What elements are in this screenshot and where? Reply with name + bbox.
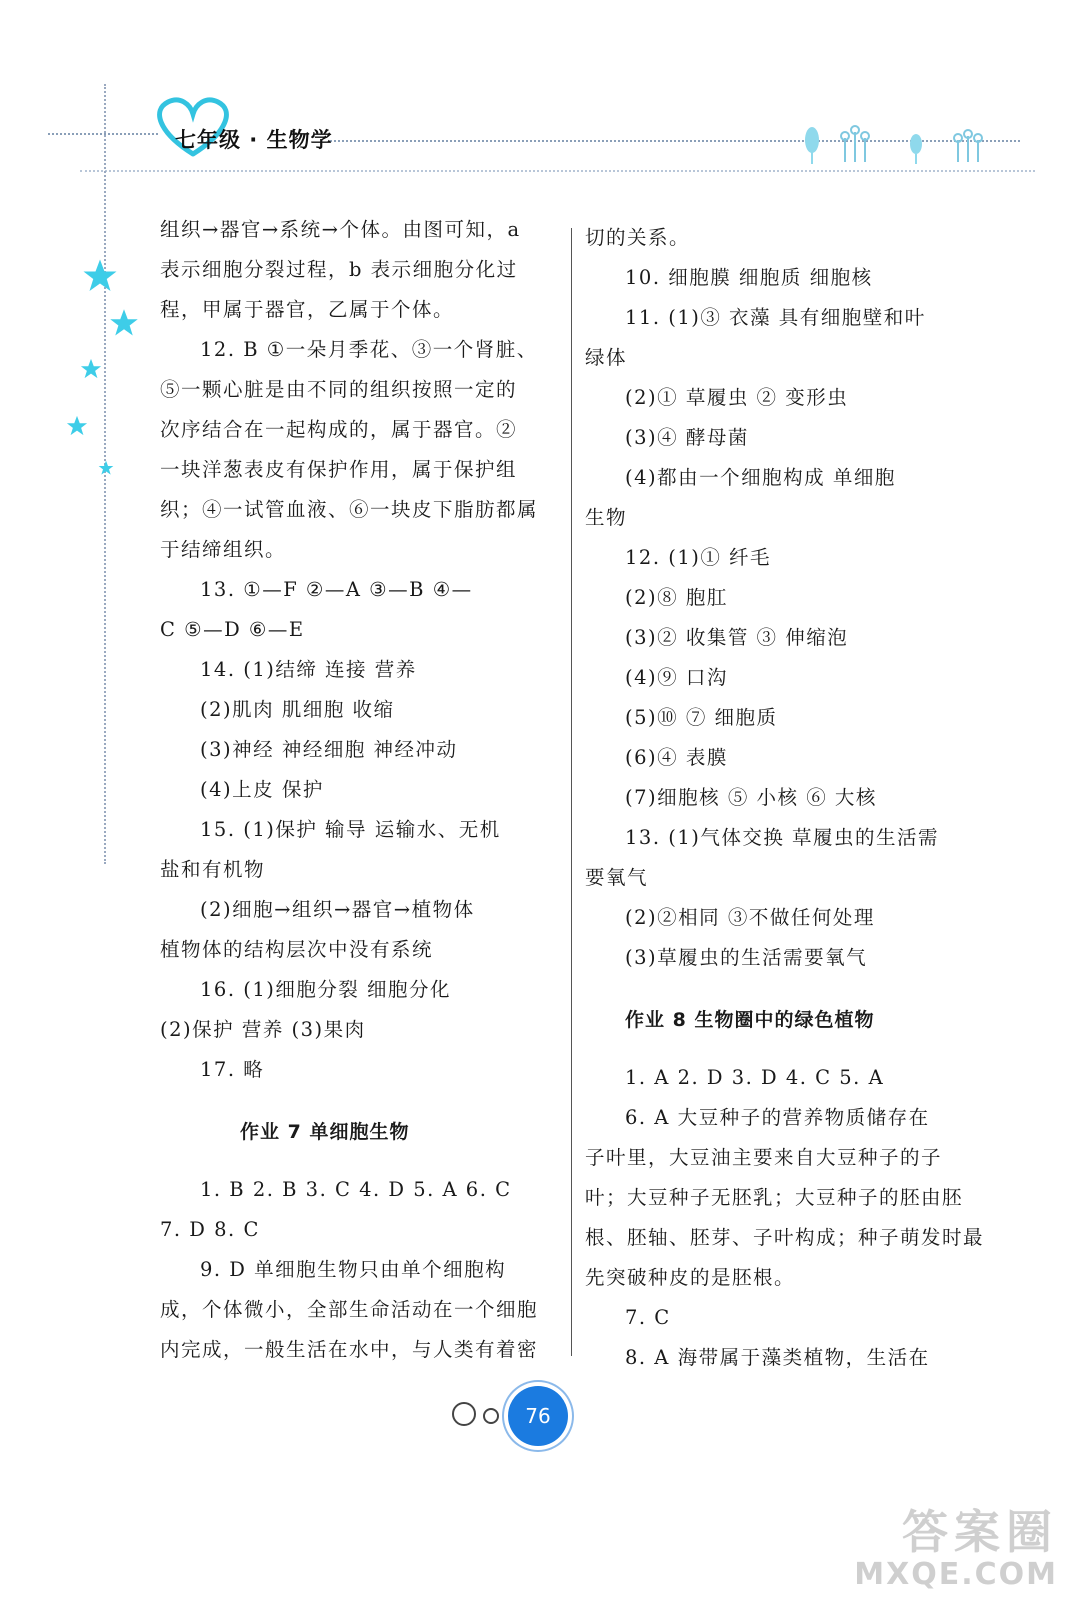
star-icon xyxy=(109,308,139,338)
watermark-url: MXQE.COM xyxy=(854,1557,1058,1592)
answer-line: (2)⑧ 胞肛 xyxy=(625,586,728,609)
answer-line: 13. ①—F ②—A ③—B ④— xyxy=(200,578,473,601)
answer-line: 植物体的结构层次中没有系统 xyxy=(160,938,434,961)
answer-line: (3)② 收集管 ③ 伸缩泡 xyxy=(625,626,849,649)
answer-line: 1. B 2. B 3. C 4. D 5. A 6. C xyxy=(200,1178,512,1201)
answer-line: ⑤一颗心脏是由不同的组织按照一定的 xyxy=(160,378,518,401)
answer-line: 12. B ①一朵月季花、③一个肾脏、 xyxy=(200,338,538,361)
answer-line: (3)草履虫的生活需要氧气 xyxy=(625,946,868,969)
answer-line: 成，个体微小，全部生命活动在一个细胞 xyxy=(160,1298,539,1321)
answer-line: 8. A 海带属于藻类植物，生活在 xyxy=(625,1346,930,1369)
page-header-title: 七年级 · 生物学 xyxy=(175,128,333,152)
answer-line: 叶；大豆种子无胚乳；大豆种子的胚由胚 xyxy=(585,1186,964,1209)
answer-line: 一块洋葱表皮有保护作用，属于保护组 xyxy=(160,458,518,481)
answer-line: 13. (1)气体交换 草履虫的生活需 xyxy=(625,826,940,849)
answer-line: 程，甲属于器官，乙属于个体。 xyxy=(160,298,455,321)
page-number: 76 xyxy=(508,1386,568,1446)
answer-line: (4)⑨ 口沟 xyxy=(625,666,728,689)
answer-line: (4)上皮 保护 xyxy=(200,778,324,801)
answer-line: 12. (1)① 纤毛 xyxy=(625,546,772,569)
answer-line: (3)④ 酵母菌 xyxy=(625,426,749,449)
answer-line: 子叶里，大豆油主要来自大豆种子的子 xyxy=(585,1146,943,1169)
star-icon xyxy=(98,460,114,476)
answer-line: (2)细胞→组织→器官→植物体 xyxy=(200,898,475,921)
answer-line: 15. (1)保护 输导 运输水、无机 xyxy=(200,818,501,841)
watermark-text: 答案圈 xyxy=(902,1505,1058,1559)
star-icon xyxy=(66,415,88,437)
answer-line: 内完成，一般生活在水中，与人类有着密 xyxy=(160,1338,539,1361)
answer-line: (4)都由一个细胞构成 单细胞 xyxy=(625,466,896,489)
answer-line: (2)保护 营养 (3)果肉 xyxy=(160,1018,366,1041)
flower-decoration-icon xyxy=(800,118,990,168)
answer-line: 于结缔组织。 xyxy=(160,538,287,561)
answer-line: 17. 略 xyxy=(200,1058,265,1081)
answer-line: 组织→器官→系统→个体。由图可知，a xyxy=(160,218,521,241)
answer-line: 10. 细胞膜 细胞质 细胞核 xyxy=(625,266,873,289)
section-heading: 作业 8 生物圈中的绿色植物 xyxy=(625,1009,875,1031)
answer-line: 先突破种皮的是胚根。 xyxy=(585,1266,796,1289)
answer-line: 切的关系。 xyxy=(585,226,691,249)
answer-line: (7)细胞核 ⑤ 小核 ⑥ 大核 xyxy=(625,786,877,809)
answer-line: 7. D 8. C xyxy=(160,1218,260,1241)
answer-line: 1. A 2. D 3. D 4. C 5. A xyxy=(625,1066,885,1089)
left-answer-column xyxy=(160,210,555,1370)
answer-line: 盐和有机物 xyxy=(160,858,266,881)
answer-line: (3)神经 神经细胞 神经冲动 xyxy=(200,738,458,761)
header-dotted-line-top xyxy=(48,133,158,135)
answer-line: 次序结合在一起构成的，属于器官。② xyxy=(160,418,518,441)
star-icon xyxy=(82,258,118,294)
answer-line: 织；④一试管血液、⑥一块皮下脂肪都属 xyxy=(160,498,539,521)
answer-line: 绿体 xyxy=(585,346,628,369)
answer-line: (2)肌肉 肌细胞 收缩 xyxy=(200,698,395,721)
answer-line: 16. (1)细胞分裂 细胞分化 xyxy=(200,978,452,1001)
answer-line: 生物 xyxy=(585,506,628,529)
right-answer-column xyxy=(585,218,985,1378)
footer-ring-small xyxy=(483,1408,499,1424)
footer-ring-large xyxy=(452,1402,476,1426)
watermark xyxy=(854,1507,1058,1592)
star-icon xyxy=(80,358,102,380)
answer-line: (2)②相同 ③不做任何处理 xyxy=(625,906,875,929)
header-dotted-line-lower xyxy=(80,170,1035,172)
answer-line: (2)① 草履虫 ② 变形虫 xyxy=(625,386,849,409)
answer-line: 表示细胞分裂过程，b 表示细胞分化过 xyxy=(160,258,518,281)
answer-line: 7. C xyxy=(625,1306,671,1329)
column-divider xyxy=(571,228,572,1356)
answer-line: 9. D 单细胞生物只由单个细胞构 xyxy=(200,1258,507,1281)
answer-line: (5)⑩ ⑦ 细胞质 xyxy=(625,706,778,729)
answer-line: 要氧气 xyxy=(585,866,649,889)
answer-line: C ⑤—D ⑥—E xyxy=(160,618,305,641)
answer-line: 根、胚轴、胚芽、子叶构成；种子萌发时最 xyxy=(585,1226,985,1249)
answer-line: 14. (1)结缔 连接 营养 xyxy=(200,658,417,681)
answer-line: 6. A 大豆种子的营养物质储存在 xyxy=(625,1106,930,1129)
answer-line: 11. (1)③ 衣藻 具有细胞壁和叶 xyxy=(625,306,926,329)
section-heading: 作业 7 单细胞生物 xyxy=(240,1121,410,1143)
answer-line: (6)④ 表膜 xyxy=(625,746,728,769)
